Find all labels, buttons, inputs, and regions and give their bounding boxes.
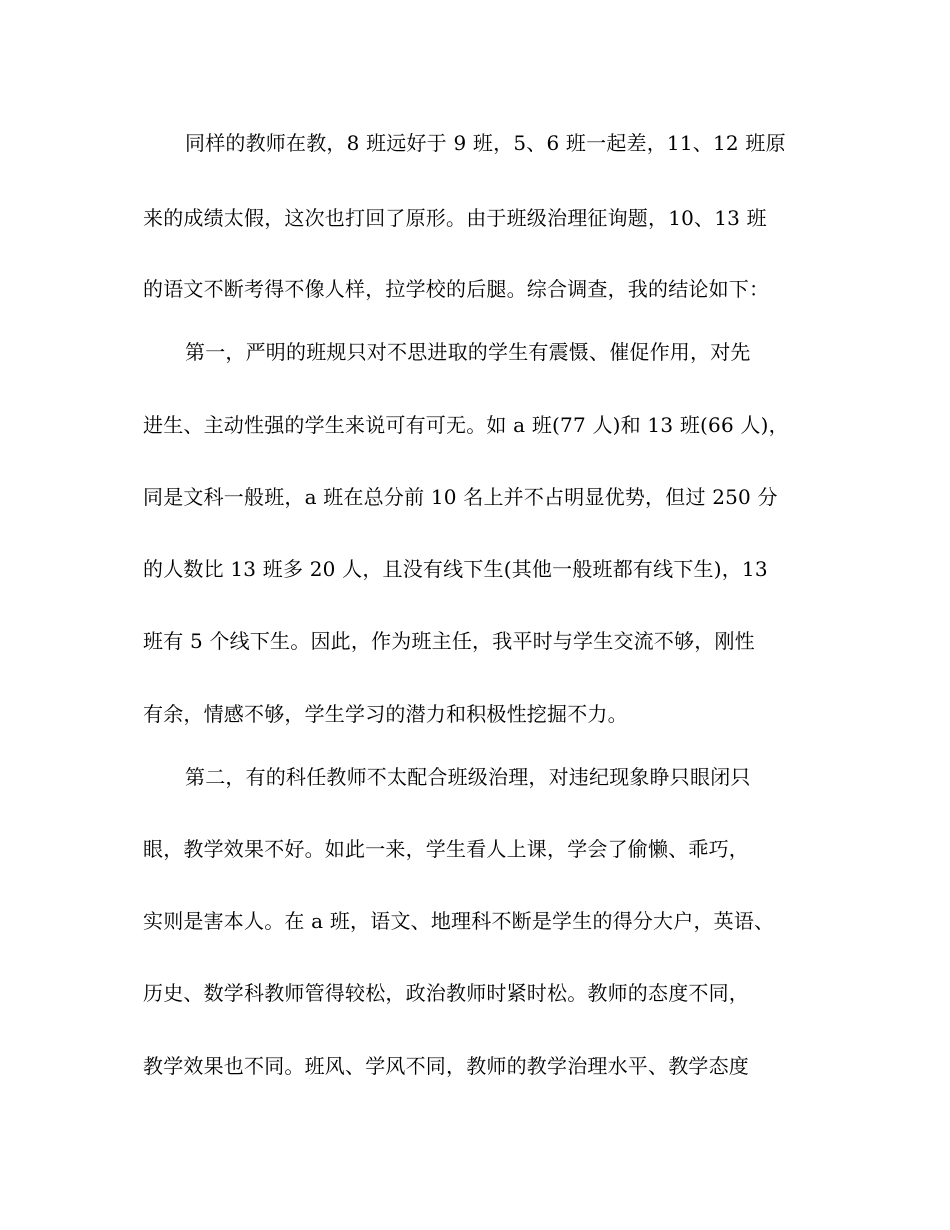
paragraph-line: 眼，教学效果不好。如此一来，学生看人上课，学会了偷懒、乖巧，	[143, 837, 749, 861]
paragraph-line: 第一，严明的班规只对不思进取的学生有震慑、催促作用，对先	[185, 340, 751, 364]
paragraph-line: 班有 5 个线下生。因此，作为班主任，我平时与学生交流不够，刚性	[143, 629, 755, 653]
paragraph-line: 同是文科一般班，a 班在总分前 10 名上并不占明显优势，但过 250 分	[143, 485, 778, 509]
paragraph-line: 历史、数学科教师管得较松，政治教师时紧时松。教师的态度不同，	[143, 981, 749, 1005]
paragraph-line: 第二，有的科任教师不太配合班级治理，对违纪现象睁只眼闭只	[185, 765, 751, 789]
paragraph-line: 教学效果也不同。班风、学风不同，教师的教学治理水平、教学态度	[143, 1054, 749, 1078]
paragraph-line: 来的成绩太假，这次也打回了原形。由于班级治理征询题，10、13 班	[143, 206, 767, 230]
paragraph-line: 同样的教师在教，8 班远好于 9 班，5、6 班一起差，11、12 班原	[185, 131, 786, 155]
paragraph-line: 有余，情感不够，学生学习的潜力和积极性挖掘不力。	[143, 702, 628, 726]
paragraph-line: 的语文不断考得不像人样，拉学校的后腿。综合调查，我的结论如下：	[143, 277, 770, 301]
paragraph-line: 的人数比 13 班多 20 人，且没有线下生(其他一般班都有线下生)，13	[143, 557, 768, 581]
paragraph-line: 实则是害本人。在 a 班，语文、地理科不断是学生的得分大户，英语、	[143, 909, 775, 933]
paragraph-line: 进生、主动性强的学生来说可有可无。如 a 班(77 人)和 13 班(66 人)，	[143, 413, 789, 437]
